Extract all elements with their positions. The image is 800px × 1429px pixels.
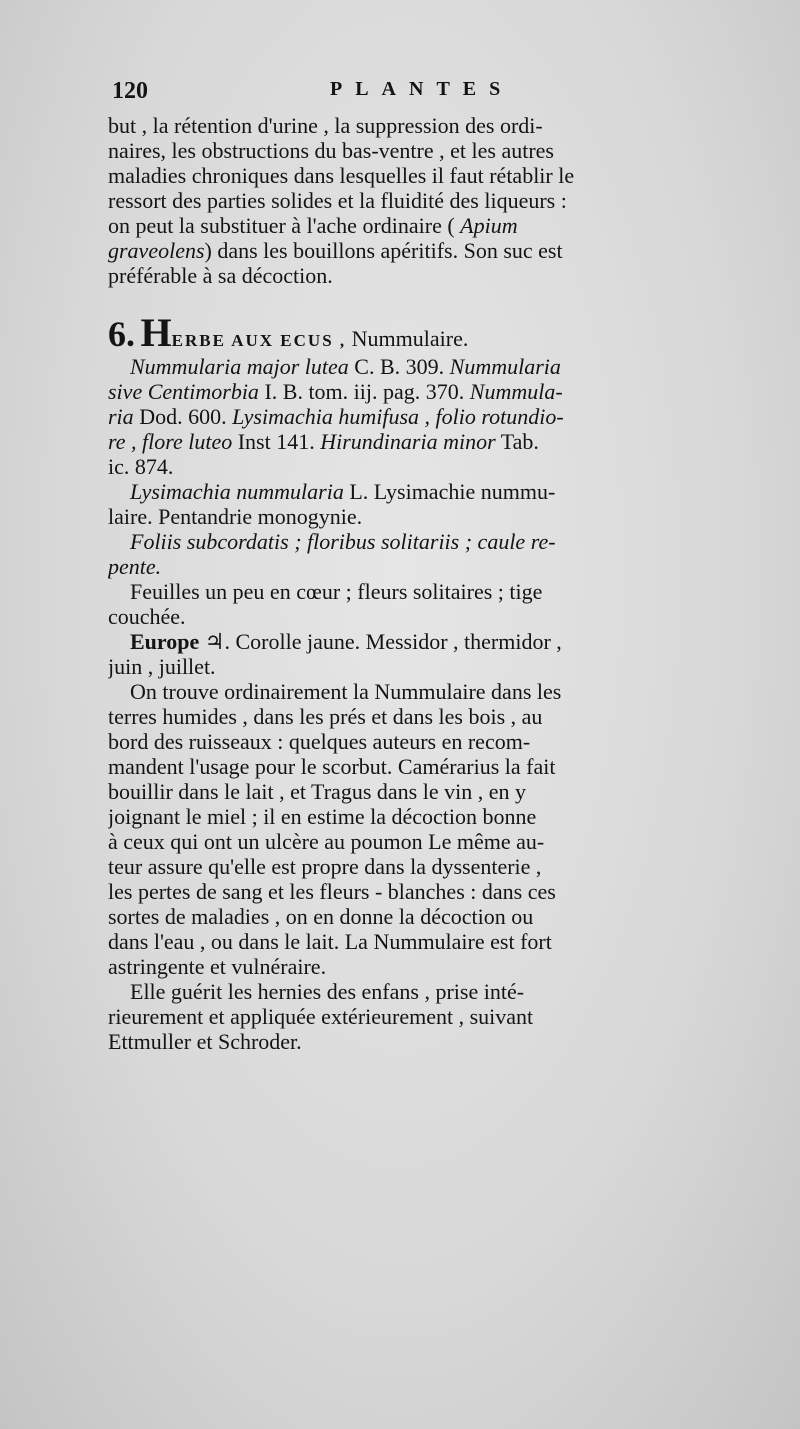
text-line bbox=[108, 213, 768, 238]
text-line: dans l'eau , ou dans le lait. La Nummulaire est fort bbox=[108, 929, 552, 954]
synonym-line bbox=[108, 354, 768, 379]
italic-term: graveolens bbox=[108, 238, 205, 263]
text-segment: I. B. tom. iij. pag. 370. bbox=[258, 379, 470, 404]
text-line: On trouve ordinairement la Nummulaire dans les bbox=[130, 679, 562, 704]
text-line: mandent l'usage pour le scorbut. Camérarius la fait bbox=[108, 754, 556, 779]
text-line bbox=[108, 238, 768, 263]
text-line: rieurement et appliquée extérieurement , suivant bbox=[108, 1004, 534, 1029]
text-segment: L. Lysimachie nummu- bbox=[343, 479, 556, 504]
page-number: 120 bbox=[112, 78, 148, 104]
habitat-line bbox=[108, 629, 768, 654]
entry-title-rest: Nummulaire. bbox=[351, 326, 469, 351]
text-segment: Dod. 600. bbox=[133, 404, 233, 429]
text-line: Elle guérit les hernies des enfans , prise inté- bbox=[130, 979, 525, 1004]
text-line: astringente et vulnéraire. bbox=[108, 954, 327, 979]
italic-term: Foliis subcordatis ; floribus solitariis ; caule re- bbox=[130, 529, 556, 554]
text-line: les pertes de sang et les fleurs - blanches : dans ces bbox=[108, 879, 556, 904]
synonym-line bbox=[108, 454, 768, 479]
page-header bbox=[112, 78, 552, 112]
italic-term: Lysimachia nummularia bbox=[130, 479, 344, 504]
linnaean-line bbox=[108, 479, 768, 504]
text-line: maladies chroniques dans lesquelles il faut rétablir le bbox=[108, 163, 575, 188]
text-segment: Inst 141. bbox=[232, 429, 321, 454]
italic-term: Nummularia major lutea bbox=[130, 354, 349, 379]
text-line: Ettmuller et Schroder. bbox=[108, 1029, 302, 1054]
entry-title: ERBE AUX ECUS , bbox=[171, 331, 347, 350]
italic-term: Hirundinaria minor bbox=[320, 429, 496, 454]
text-line: terres humides , dans les prés et dans les bois , au bbox=[108, 704, 543, 729]
text-line: bord des ruisseaux : quelques auteurs en recom- bbox=[108, 729, 531, 754]
synonym-line bbox=[108, 429, 768, 454]
italic-term: Nummularia bbox=[449, 354, 561, 379]
text-line: bouillir dans le lait , et Tragus dans le vin , en y bbox=[108, 779, 526, 804]
synonym-line bbox=[108, 379, 768, 404]
text-line: sortes de maladies , on en donne la décoction ou bbox=[108, 904, 534, 929]
entry-number: 6. bbox=[108, 314, 135, 354]
french-description-line: couchée. bbox=[108, 604, 186, 629]
text-line: préférable à sa décoction. bbox=[108, 263, 333, 288]
body-text bbox=[108, 113, 768, 1054]
text-segment: ) dans les bouillons apéritifs. Son suc est bbox=[204, 238, 563, 263]
text-segment: ♃. Corolle jaune. Messidor , thermidor , bbox=[199, 629, 562, 654]
latin-description-line bbox=[108, 554, 768, 579]
text-segment: C. B. 309. bbox=[348, 354, 450, 379]
italic-term: Nummula- bbox=[469, 379, 563, 404]
text-line: joignant le miel ; il en estime la décoction bonne bbox=[108, 804, 537, 829]
running-head: PLANTES bbox=[330, 78, 514, 100]
italic-term: re , flore luteo bbox=[108, 429, 233, 454]
text-segment: Europe bbox=[130, 629, 200, 654]
synonym-line bbox=[108, 404, 768, 429]
habitat-line: juin , juillet. bbox=[108, 654, 216, 679]
text-segment: ic. 874. bbox=[108, 454, 174, 479]
text-segment: on peut la substituer à l'ache ordinaire ( bbox=[108, 213, 455, 238]
drop-letter: H bbox=[140, 310, 172, 355]
italic-term: ria bbox=[108, 404, 134, 429]
italic-term: pente. bbox=[108, 554, 162, 579]
italic-term: sive Centimorbia bbox=[108, 379, 259, 404]
text-line: naires, les obstructions du bas-ventre , et les autres bbox=[108, 138, 554, 163]
text-line: ressort des parties solides et la fluidité des liqueurs : bbox=[108, 188, 567, 213]
italic-term: Apium bbox=[460, 213, 518, 238]
text-line: à ceux qui ont un ulcère au poumon Le même au- bbox=[108, 829, 545, 854]
text-line: teur assure qu'elle est propre dans la dyssenterie , bbox=[108, 854, 542, 879]
text-segment: Tab. bbox=[495, 429, 539, 454]
text-line: but , la rétention d'urine , la suppression des ordi- bbox=[108, 113, 543, 138]
italic-term: Lysimachia humifusa , folio rotundio- bbox=[232, 404, 564, 429]
linnaean-line: laire. Pentandrie monogynie. bbox=[108, 504, 363, 529]
french-description-line: Feuilles un peu en cœur ; fleurs solitaires ; tige bbox=[130, 579, 543, 604]
entry-heading bbox=[108, 310, 768, 355]
latin-description-line bbox=[108, 529, 768, 554]
